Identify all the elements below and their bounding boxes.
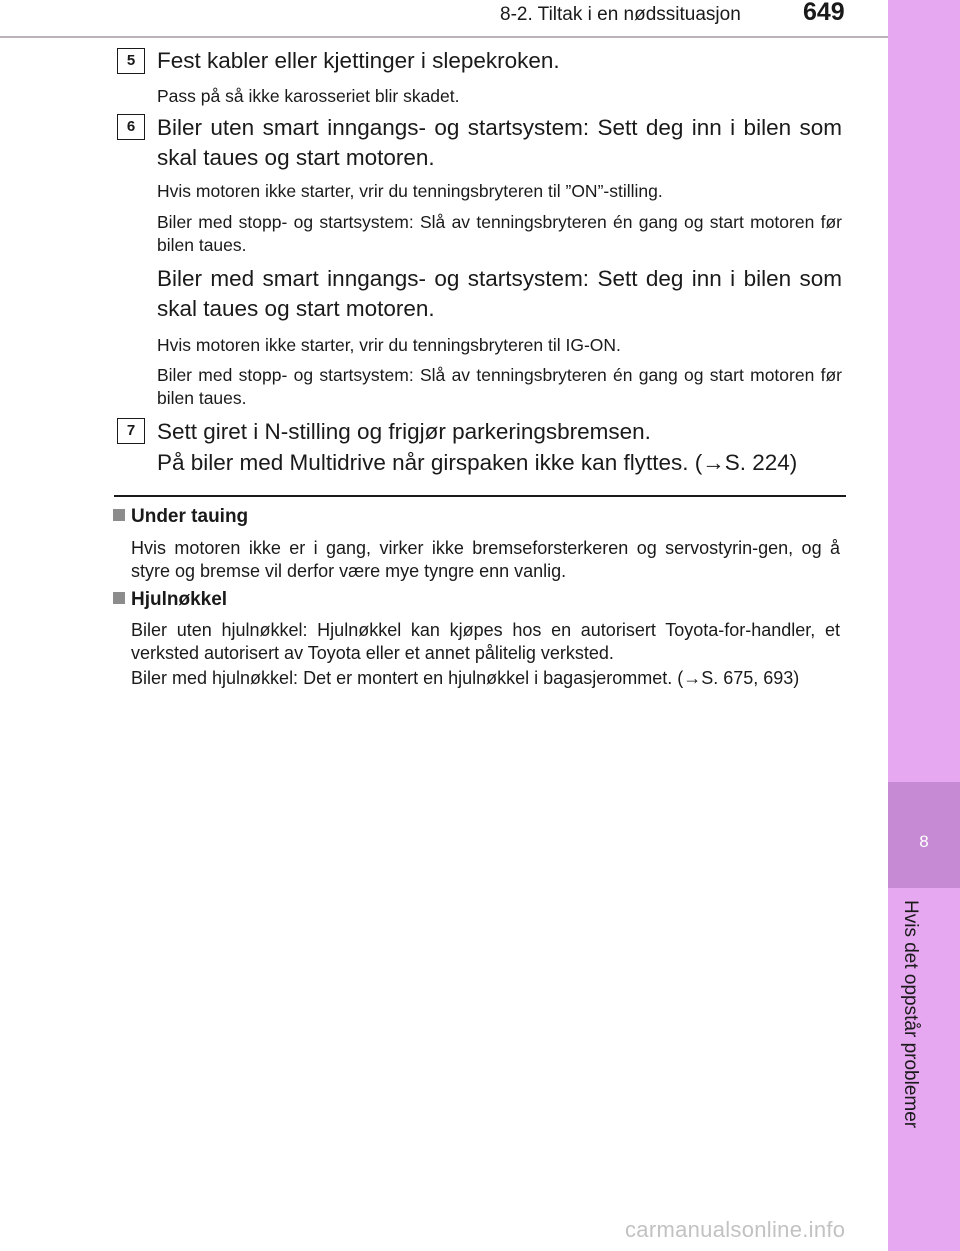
step-5-marker: 5 [117, 48, 145, 74]
step-6-note-b1: Hvis motoren ikke starter, vrir du tenningsbryteren til IG-ON. [157, 335, 621, 355]
step-6-instruction-b: Biler med smart inngangs- og startsystem: Sett deg inn i bilen som skal taues og start motoren. [157, 266, 842, 321]
note-heading-wheel-wrench [113, 589, 227, 611]
note-title-towing: Under tauing [131, 506, 249, 527]
note-title-wheel-wrench: Hjulnøkkel [131, 589, 228, 610]
step-6-note-a2: Biler med stopp- og startsystem: Slå av tenningsbryteren én gang og start motoren før bilen taues. [157, 212, 842, 255]
note-body-wheel-wrench-1: Biler uten hjulnøkkel: Hjulnøkkel kan kjøpes hos en autorisert Toyota-for-handler, et verksted autorisert av Toyota eller et annet pålitelig verksted. [131, 620, 840, 663]
note-body-towing: Hvis motoren ikke er i gang, virker ikke bremseforsterkeren og servostyrin-gen, og å styre og bremse vil derfor være mye tyngre enn vanlig. [131, 538, 840, 581]
section-title: 8-2. Tiltak i en nødssituasjon [500, 4, 741, 25]
step-6-note-a1: Hvis motoren ikke starter, vrir du tenningsbryteren til ”ON”-stilling. [157, 181, 663, 201]
header-divider [0, 36, 888, 38]
step-6-instruction-a: Biler uten smart inngangs- og startsystem: Sett deg inn i bilen som skal taues og start motoren. [157, 115, 842, 170]
watermark: carmanualsonline.info [625, 1217, 846, 1242]
step-7-instruction-2: På biler med Multidrive når girspaken ikke kan flyttes. (→S. 224) [157, 450, 798, 475]
notes-divider [114, 495, 846, 497]
page-number: 649 [803, 0, 845, 26]
chapter-number-box [888, 782, 960, 888]
step-6-marker: 6 [117, 114, 145, 140]
step-5-note: Pass på så ikke karosseriet blir skadet. [157, 86, 460, 106]
square-bullet-icon [113, 592, 125, 604]
step-7-instruction-1: Sett giret i N-stilling og frigjør parkeringsbremsen. [157, 419, 651, 444]
note-body-wheel-wrench-2: Biler med hjulnøkkel: Det er montert en hjulnøkkel i bagasjerommet. (→S. 675, 693) [131, 668, 800, 688]
step-6-note-b2: Biler med stopp- og startsystem: Slå av tenningsbryteren én gang og start motoren før bilen taues. [157, 365, 842, 408]
square-bullet-icon [113, 509, 125, 521]
step-5-instruction: Fest kabler eller kjettinger i slepekroken. [157, 48, 560, 73]
note-heading-towing [113, 506, 248, 528]
step-7-marker: 7 [117, 418, 145, 444]
chapter-title: Hvis det oppstår problemer [900, 900, 921, 1129]
chapter-number: 8 [919, 832, 929, 851]
